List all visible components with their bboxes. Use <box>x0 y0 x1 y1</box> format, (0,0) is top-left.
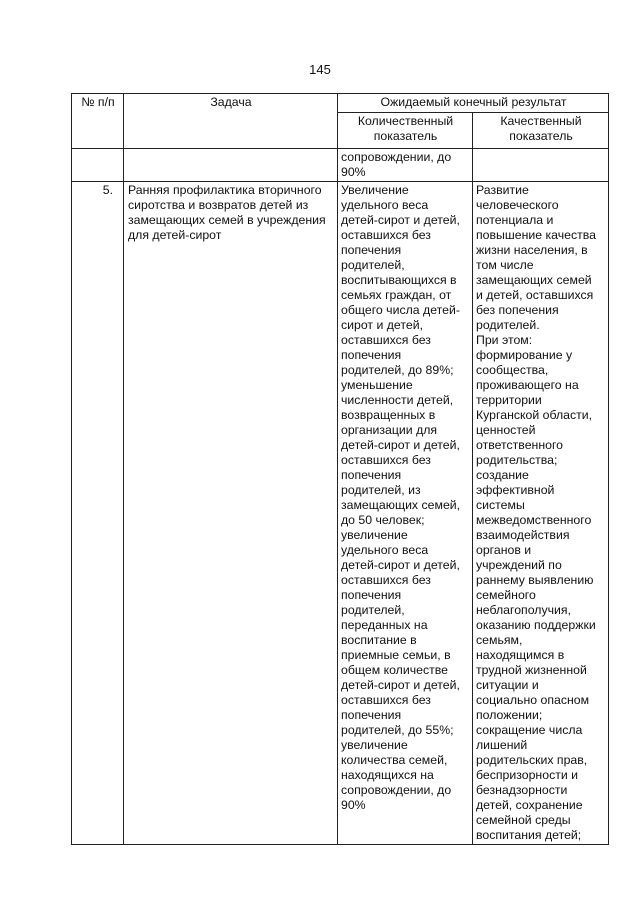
text-line: воспитания детей; <box>476 828 582 842</box>
text-line: социально опасном <box>476 693 590 707</box>
text-line: родителей, до 89%; <box>341 363 454 377</box>
text-line: общего числа детей- <box>341 303 460 317</box>
text-line: родителей, до 55%; <box>341 723 454 737</box>
text-line: без попечения <box>476 303 559 317</box>
text-line: удельного веса <box>341 543 429 557</box>
header-num: № п/п <box>72 94 124 149</box>
text-line: попечения <box>341 708 402 722</box>
header-quantitative <box>338 113 473 149</box>
text-line: лишений <box>476 738 528 752</box>
text-line: находящихся на <box>341 768 434 782</box>
text-line: жизни населения, в <box>476 243 588 257</box>
text-line: оставшихся без <box>341 333 431 347</box>
text-line: Ранняя профилактика вторичного <box>128 183 322 197</box>
text-line: родительских прав, <box>476 753 588 767</box>
text-line: сопровождении, до <box>341 150 452 164</box>
text-line: том числе <box>476 258 534 272</box>
text-line: уменьшение <box>341 378 413 392</box>
text-line: семьях граждан, от <box>341 288 452 302</box>
text-line: воспитывающихся в <box>341 273 457 287</box>
text-line: эффективной <box>476 483 555 497</box>
header-line: показатель <box>373 129 438 143</box>
text-line: человеческого <box>476 198 559 212</box>
quantitative-cell <box>338 182 473 845</box>
header-line: показатель <box>509 129 573 143</box>
text-line: детей-сирот и детей, <box>341 438 460 452</box>
text-line: взаимодействия <box>476 528 570 542</box>
qualitative-cell <box>473 182 609 845</box>
text-line: родителей, из <box>341 483 421 497</box>
text-line: территории <box>476 393 542 407</box>
text-line: удельного веса <box>341 198 429 212</box>
text-line: безнадзорности <box>476 783 568 797</box>
text-line: увеличение <box>341 738 408 752</box>
cont-quantitative-cell <box>338 149 473 182</box>
text-line: формирование у <box>476 348 573 362</box>
text-line: попечения <box>341 468 402 482</box>
header-row <box>72 94 609 113</box>
continuation-row <box>72 149 609 182</box>
text-line: родителей, <box>341 258 405 272</box>
text-line: повышение качества <box>476 228 596 242</box>
text-line: сиротства и возвратов детей из <box>128 198 309 212</box>
text-line: приемные семьи, в <box>341 648 451 662</box>
text-line: семьям, <box>476 633 523 647</box>
text-line: воспитание в <box>341 633 417 647</box>
text-line: замещающих семей в учреждения <box>128 213 326 227</box>
text-line: родителей. <box>476 318 540 332</box>
text-line: замещающих семей, <box>341 498 461 512</box>
text-line: потенциала и <box>476 213 554 227</box>
cont-task-cell <box>124 149 338 182</box>
text-line: и детей, оставшихся <box>476 288 594 302</box>
text-line: сирот и детей, <box>341 318 423 332</box>
text-line: оставшихся без <box>341 573 431 587</box>
text-line: численности детей, <box>341 393 454 407</box>
text-line: ценностей <box>476 423 536 437</box>
text-line: сокращение числа <box>476 723 583 737</box>
header-expected-result: Ожидаемый конечный результат <box>338 94 609 113</box>
text-line: учреждений по <box>476 558 562 572</box>
header-line: Количественный <box>357 114 454 128</box>
text-line: увеличение <box>341 528 408 542</box>
text-line: для детей-сирот <box>128 228 222 242</box>
text-line: органов и <box>476 543 532 557</box>
text-line: попечения <box>341 588 402 602</box>
header-line: Качественный <box>500 114 582 128</box>
text-line: попечения <box>341 243 402 257</box>
row-number: 5. <box>72 182 124 845</box>
text-line: сообщества, <box>476 363 549 377</box>
text-line: раннему выявлению <box>476 573 594 587</box>
cont-qualitative-cell <box>473 149 609 182</box>
text-line: оставшихся без <box>341 693 431 707</box>
text-line: ответственного <box>476 438 564 452</box>
text-line: детей-сирот и детей, <box>341 558 460 572</box>
text-line: замещающих семей <box>476 273 592 287</box>
text-line: количества семей, <box>341 753 448 767</box>
text-line: возвращенных в <box>341 408 436 422</box>
text-line: межведомственного <box>476 513 592 527</box>
text-line: родителей, <box>341 603 405 617</box>
text-line: родительства; <box>476 453 558 467</box>
text-line: положении; <box>476 708 543 722</box>
text-line: беспризорности и <box>476 768 579 782</box>
task-cell <box>124 182 338 845</box>
cont-num-cell <box>72 149 124 182</box>
text-line: детей-сирот и детей, <box>341 678 460 692</box>
text-line: При этом: <box>476 333 533 347</box>
text-line: ситуации и <box>476 678 539 692</box>
text-line: системы <box>476 498 525 512</box>
text-line: Курганской области, <box>476 408 593 422</box>
text-line: организации для <box>341 423 438 437</box>
text-line: детей-сирот и детей, <box>341 213 460 227</box>
header-task: Задача <box>124 94 338 149</box>
text-line: оставшихся без <box>341 453 431 467</box>
text-line: до 50 человек; <box>341 513 425 527</box>
text-line: сопровождении, до <box>341 783 452 797</box>
text-line: попечения <box>341 348 402 362</box>
text-line: детей, сохранение <box>476 798 583 812</box>
text-line: семейной среды <box>476 813 571 827</box>
table-row <box>72 182 609 845</box>
page-number: 145 <box>309 62 331 77</box>
text-line: неблагополучия, <box>476 603 571 617</box>
text-line: оставшихся без <box>341 228 431 242</box>
results-table <box>71 93 609 845</box>
text-line: оказанию поддержки <box>476 618 596 632</box>
header-qualitative <box>473 113 609 149</box>
text-line: находящимся в <box>476 648 565 662</box>
text-line: семейного <box>476 588 536 602</box>
text-line: трудной жизненной <box>476 663 587 677</box>
text-line: создание <box>476 468 529 482</box>
text-line: Увеличение <box>341 183 409 197</box>
text-line: общем количестве <box>341 663 448 677</box>
text-line: 90% <box>341 165 366 179</box>
text-line: Развитие <box>476 183 529 197</box>
text-line: 90% <box>341 798 366 812</box>
text-line: проживающего на <box>476 378 579 392</box>
text-line: переданных на <box>341 618 428 632</box>
